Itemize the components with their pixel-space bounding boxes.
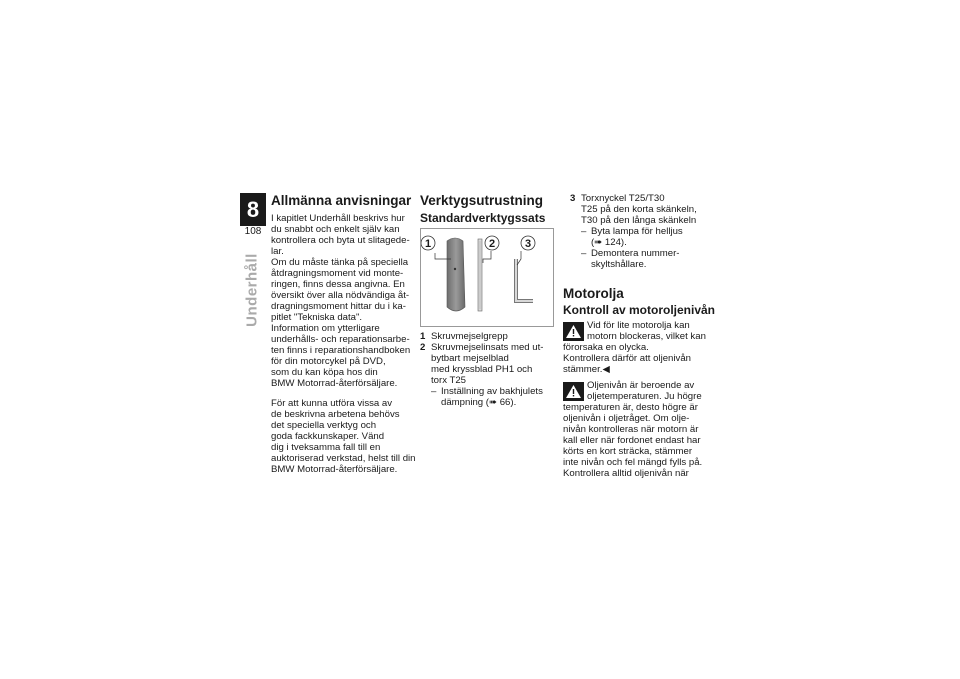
warning-1-indented: [563, 320, 706, 342]
text-line: temperaturen är, desto högre är: [563, 402, 698, 413]
text-line: lar.: [271, 246, 284, 257]
text-line: goda fackkunskaper. Vänd: [271, 431, 385, 442]
sub-item-text: [591, 248, 680, 270]
sub-item-text: [591, 226, 683, 248]
text-line: för din motorcykel på DVD,: [271, 356, 386, 367]
chapter-side-label: [236, 240, 268, 340]
text-line: ten finns i reparationshandboken: [271, 345, 411, 356]
text-line: körts en kort sträcka, stämmer: [563, 446, 693, 457]
callout-1: [421, 236, 435, 250]
text-line: pitlet "Tekniska data".: [271, 312, 363, 323]
list-item: [420, 331, 544, 342]
section-title-general: Allmänna anvisningar: [271, 193, 412, 208]
text-line: underhålls- och reparationsarbe-: [271, 334, 410, 345]
callout-3: [521, 236, 535, 250]
text-line: förorsaka en olycka.: [563, 342, 649, 353]
text-line: Byta lampa för helljus: [591, 226, 683, 237]
text-line: Vid för lite motorolja kan: [587, 320, 690, 331]
text-line: torx T25: [431, 375, 467, 386]
text-line: Oljenivån är beroende av: [587, 380, 695, 391]
text-line: Skruvmejselgrepp: [431, 331, 508, 342]
text-line: Information om ytterligare: [271, 323, 380, 334]
text-line: I kapitlet Underhåll beskrivs hur: [271, 213, 405, 224]
chapter-number-tab: 8: [240, 193, 266, 226]
subsection-title-oil-level-check: Kontroll av motoroljenivån: [563, 303, 716, 317]
figure-label: 1: [424, 238, 432, 250]
text-line: Kontrollera alltid oljenivån när: [563, 468, 689, 479]
text-line: översikt över alla nödvändiga åt-: [271, 290, 410, 301]
figure-label: 2: [488, 238, 496, 250]
text-line: inte nivån och fel mängd fylls på.: [563, 457, 703, 468]
text-line: åtdragningsmoment vid monte-: [271, 268, 404, 279]
toolkit-figure: [420, 228, 554, 327]
toolkit-item-list: [420, 331, 544, 408]
sub-item-text: [441, 386, 543, 408]
figure-label: 3: [524, 238, 532, 250]
text-line: Kontrollera därför att oljenivån: [563, 353, 691, 364]
item-number: 3: [570, 193, 576, 204]
toolkit-item-3: [570, 193, 697, 270]
text-line: motorn blockeras, vilket kan: [587, 331, 706, 342]
text-line: Torxnyckel T25/T30: [581, 193, 665, 204]
page-number: 108: [244, 226, 262, 237]
item-number: 2: [420, 342, 426, 353]
text-line: BMW Motorrad-återförsäljare.: [271, 378, 398, 389]
callout-2: [485, 236, 499, 250]
item-text: [431, 331, 508, 342]
text-line: T25 på den korta skänkeln,: [581, 204, 697, 215]
text-line: ringen, finns dessa angivna. En: [271, 279, 405, 290]
text-line: För att kunna utföra vissa av: [271, 398, 393, 409]
text-line: som du kan köpa hos din: [271, 367, 378, 378]
text-line: de beskrivna arbetena behövs: [271, 409, 400, 420]
toolkit-illustration: [421, 229, 553, 326]
dash-bullet: –: [431, 386, 437, 397]
text-line: Demontera nummer-: [591, 248, 680, 259]
text-line: skyltshållare.: [591, 259, 647, 270]
text-line: dämpning (➠ 66).: [441, 397, 517, 408]
warning-1-rest: [563, 342, 703, 375]
warning-2-rest: [563, 402, 703, 479]
dash-bullet: –: [581, 226, 587, 237]
list-item: [570, 193, 697, 226]
text-line: dragningsmoment hittar du i ka-: [271, 301, 406, 312]
section-title-engine-oil: Motorolja: [563, 286, 624, 301]
text-line: kontrollera och byta ut slitagede-: [271, 235, 410, 246]
item-text: [431, 342, 544, 386]
sub-list-item: [420, 386, 544, 408]
general-text: [271, 213, 416, 475]
text-line: Skruvmejselinsats med ut-: [431, 342, 544, 353]
text-line: Om du måste tänka på speciella: [271, 257, 409, 268]
torx-key-drawing: [516, 259, 533, 301]
screwdriver-handle-drawing: [447, 238, 465, 311]
text-line: det speciella verktyg och: [271, 420, 377, 431]
text-line: bytbart mejselblad: [431, 353, 509, 364]
text-line: BMW Motorrad-återförsäljare.: [271, 464, 398, 475]
warning-text-2: [563, 380, 703, 479]
sub-list-item: [570, 248, 697, 270]
section-title-tools: Verktygsutrustning: [420, 193, 544, 208]
text-line: nivån kontrolleras när motorn är: [563, 424, 699, 435]
text-line: stämmer.◀: [563, 364, 610, 375]
text-line: du snabbt och enkelt själv kan: [271, 224, 400, 235]
dash-bullet: –: [581, 248, 587, 259]
sub-list-item: [570, 226, 697, 248]
warning-text-1: [563, 320, 706, 375]
text-line: oljenivån i oljetråget. Om olje-: [563, 413, 690, 424]
item-number: 1: [420, 331, 426, 342]
general-paragraph-2: [271, 398, 416, 475]
chapter-side-label-text: Underhåll: [243, 253, 261, 327]
subsection-title-toolkit: Standardverktygssats: [420, 211, 546, 225]
text-line: med kryssblad PH1 och: [431, 364, 533, 375]
text-line: oljetemperaturen. Ju högre: [587, 391, 702, 402]
item-text: [581, 193, 697, 226]
text-line: Inställning av bakhjulets: [441, 386, 543, 397]
text-line: T30 på den långa skänkeln: [581, 215, 697, 226]
screwdriver-bit-drawing: [478, 239, 482, 311]
text-line: (➠ 124).: [591, 237, 627, 248]
text-line: auktoriserad verkstad, helst till din: [271, 453, 416, 464]
text-line: dig i tveksamma fall till en: [271, 442, 381, 453]
text-line: kall eller när fordonet endast har: [563, 435, 701, 446]
list-item: [420, 342, 544, 386]
general-paragraph-1: [271, 213, 416, 389]
warning-2-indented: [563, 380, 703, 402]
